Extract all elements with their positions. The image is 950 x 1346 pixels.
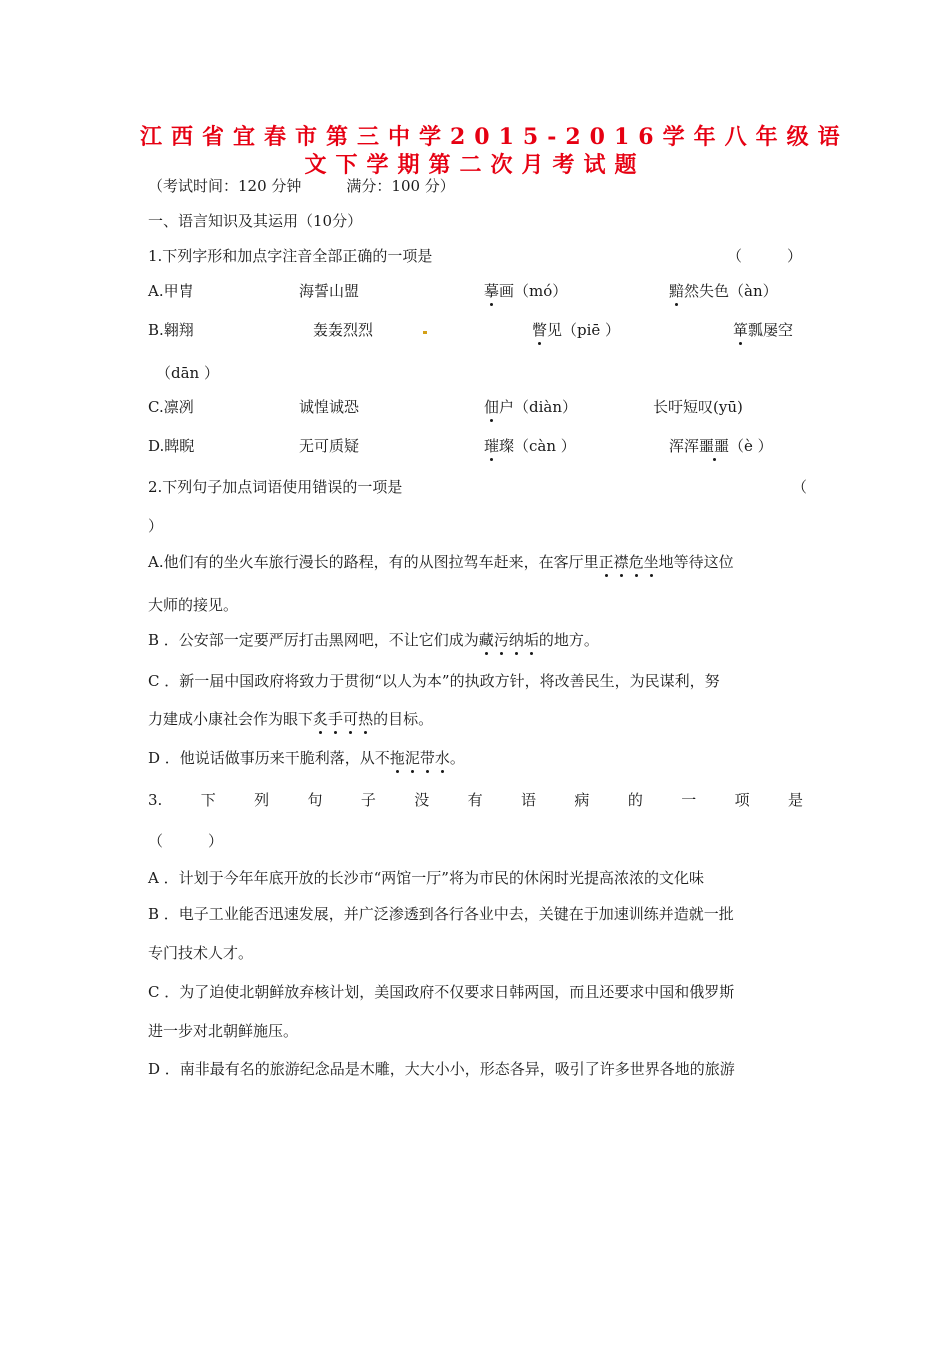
q2-option-b: B ．公安部一定要严厉打击黑网吧，不让它们成为藏污纳垢的地方。	[148, 631, 599, 649]
q3-stem: 3. 下 列 句 子 没 有 语 病 的 一 项 是	[148, 791, 803, 809]
dotted-char: 藏	[478, 631, 494, 649]
section-heading: 一、语言知识及其运用（10分）	[148, 212, 363, 230]
dotted-word	[599, 553, 659, 571]
q3-option-c-line2: 进一步对北朝鲜施压。	[148, 1022, 299, 1040]
title-line-2: 文下学期第二次月考试题	[304, 152, 646, 178]
q1-option-c-word4: 长吁短叹(yū)	[653, 398, 743, 416]
dotted-char: 坐	[643, 553, 659, 571]
q2-stem: 2.下列句子加点词语使用错误的一项是	[148, 478, 403, 496]
q1-option-c-word3: 佃户（diàn）	[484, 398, 578, 416]
dotted-char: 箪	[733, 321, 749, 339]
q3-option-b-line2: 专门技术人才。	[148, 944, 254, 962]
q2-option-a: A.他们有的坐火车旅行漫长的路程，有的从图拉驾车赶来，在客厅里正襟危坐地等待这位	[148, 553, 734, 571]
exam-info: （考试时间：120 分钟 满分：100 分）	[148, 177, 455, 195]
dotted-char: 黯	[669, 282, 685, 300]
q1-option-d-word3: 璀璨（càn ）	[484, 437, 576, 455]
q1-option-a-word4: 黯然失色（àn）	[669, 282, 778, 300]
q1-option-c-label: C.凛冽	[148, 398, 194, 416]
q1-option-c-word2: 诚惶诚恐	[299, 398, 360, 416]
q2-option-a-wrap: 大师的接见。	[148, 596, 239, 614]
q1-option-a-word2: 海誓山盟	[299, 282, 360, 300]
q1-option-b-word3: 瞥见（piē ）	[532, 321, 621, 339]
dotted-char: 璀	[484, 437, 500, 455]
dotted-char: 炙	[313, 710, 329, 728]
q2-option-c-line1: C ．新一届中国政府将致力于贯彻“以人为本”的执政方针，将改善民生，为民谋利，努	[148, 672, 720, 690]
title-line-1: 江西省宜春市第三中学2015-2016学年八年级语	[140, 124, 849, 150]
dotted-word: 噩噩	[699, 437, 730, 455]
dotted-char: 泥	[404, 749, 420, 767]
dotted-char: 拖	[389, 749, 405, 767]
q1-option-a-word3: 摹画（mó）	[484, 282, 568, 300]
q1-option-d-word4: 浑浑噩噩（è ）	[669, 437, 773, 455]
q1-option-b-word4: 箪瓢屡空	[733, 321, 794, 339]
q3-option-c-line1: C ．为了迫使北朝鲜放弃核计划，美国政府不仅要求日韩两国，而且还要求中国和俄罗斯	[148, 983, 735, 1001]
dotted-char: 带	[419, 749, 435, 767]
dotted-char: 纳	[508, 631, 524, 649]
q3-answer-paren: （ ）	[148, 832, 224, 850]
q1-option-d-word2: 无可质疑	[299, 437, 360, 455]
dotted-char: 手	[328, 710, 344, 728]
q3-option-d-line1: D ．南非最有名的旅游纪念品是木雕，大大小小，形态各异，吸引了许多世界各地的旅游	[148, 1060, 735, 1078]
dotted-char: 襟	[613, 553, 629, 571]
q1-option-b-word2: 轰轰烈烈	[313, 321, 374, 339]
q1-option-a-label: A.甲胄	[148, 282, 194, 300]
dotted-char: 摹	[484, 282, 500, 300]
dotted-char: 水	[434, 749, 450, 767]
dotted-word	[313, 710, 373, 728]
q2-option-d: D ．他说话做事历来干脆利落，从不拖泥带水。	[148, 749, 465, 767]
dotted-char: 垢	[523, 631, 539, 649]
q2-option-c-line2: 力建成小康社会作为眼下炙手可热的目标。	[148, 710, 434, 728]
dotted-word	[479, 631, 539, 649]
dotted-char: 瞥	[532, 321, 548, 339]
q3-option-a: A ．计划于今年年底开放的长沙市“两馆一厅”将为市民的休闲时光提高浓浓的文化味	[148, 869, 704, 887]
dotted-char: 污	[493, 631, 509, 649]
dotted-char: 佃	[484, 398, 500, 416]
dotted-word	[390, 749, 450, 767]
q2-paren-close: ）	[148, 517, 164, 535]
q1-option-d-label: D.睥睨	[148, 437, 195, 455]
q2-paren-open: （	[792, 478, 808, 496]
q1-option-b-wrap: （dān ）	[156, 364, 219, 382]
dotted-char: 危	[628, 553, 644, 571]
dotted-char: 热	[358, 710, 374, 728]
q1-answer-paren: （ ）	[727, 247, 803, 265]
q1-stem: 1.下列字形和加点字注音全部正确的一项是	[148, 247, 433, 265]
q1-option-b-label: B.翱翔	[148, 321, 194, 339]
stray-mark	[423, 331, 427, 334]
dotted-char: 可	[343, 710, 359, 728]
dotted-char: 正	[598, 553, 614, 571]
q3-option-b-line1: B ．电子工业能否迅速发展，并广泛渗透到各行各业中去，关键在于加速训练并造就一批	[148, 905, 734, 923]
